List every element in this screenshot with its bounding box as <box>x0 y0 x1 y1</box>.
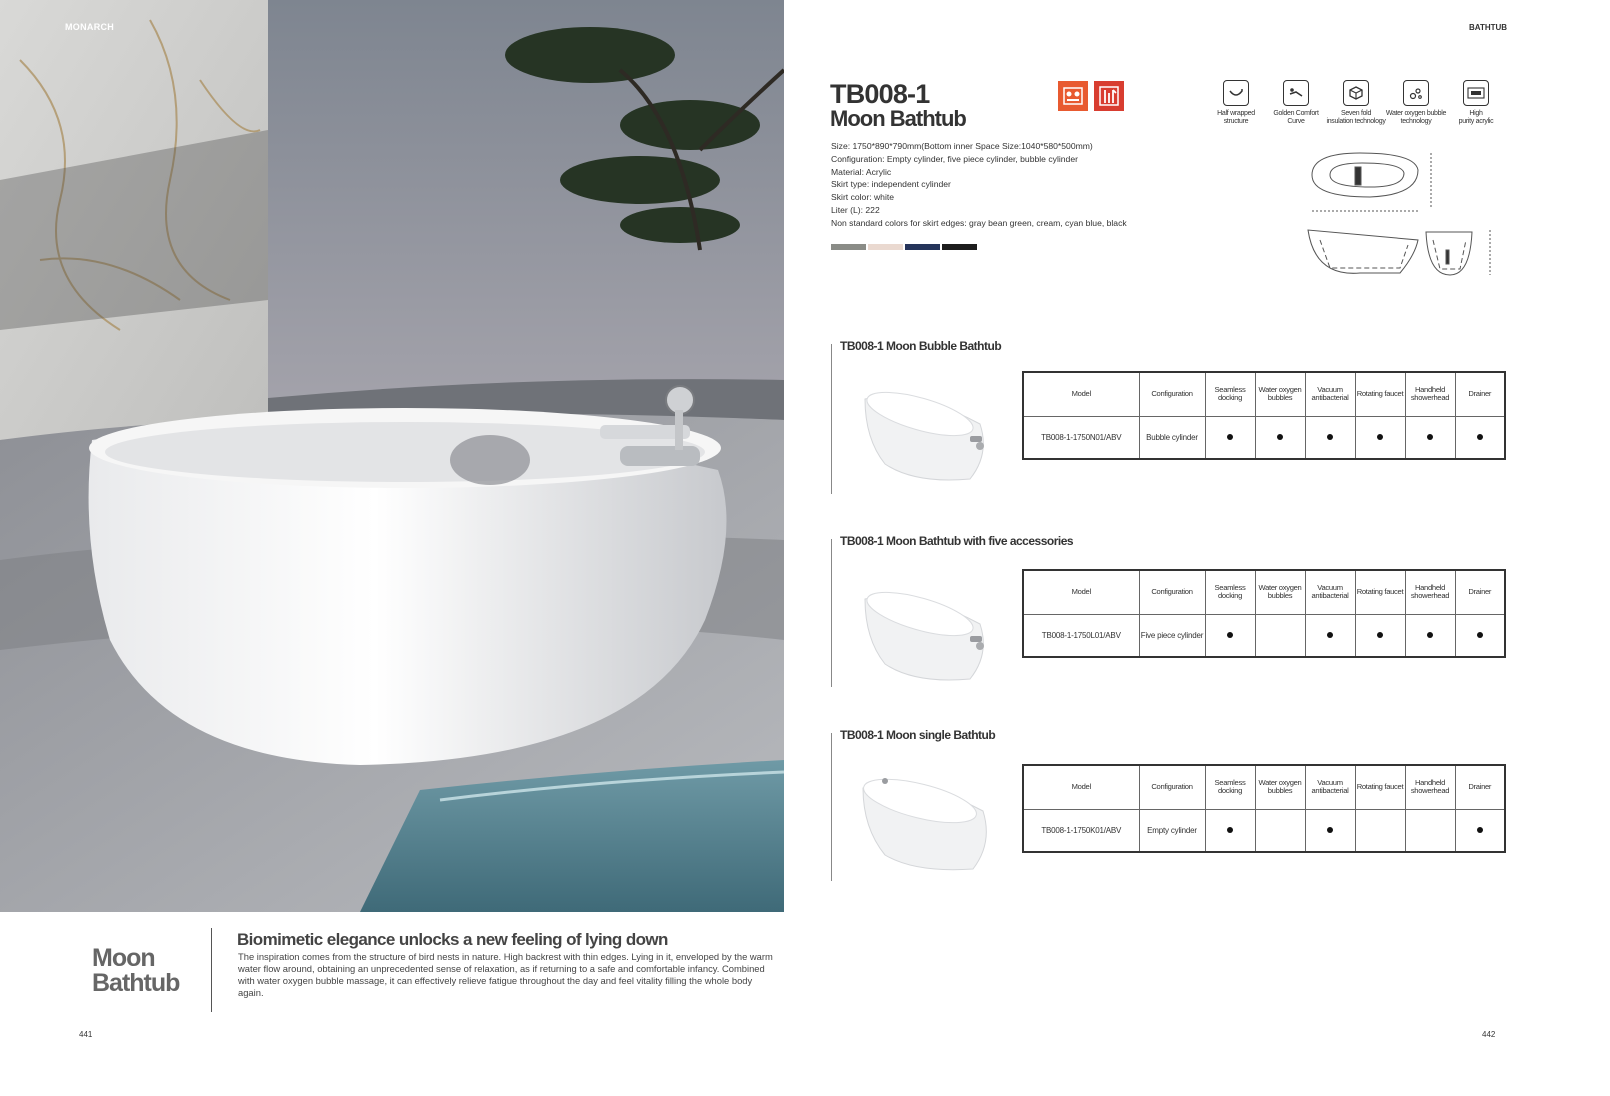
spec-line: Non standard colors for skirt edges: gray bean green, cream, cyan blue, black <box>831 217 1127 228</box>
header-configuration: Configuration <box>1139 570 1205 614</box>
header-feature: Vacuum antibacterial <box>1305 570 1355 614</box>
header-configuration: Configuration <box>1139 765 1205 809</box>
feature-cell <box>1405 809 1455 852</box>
table-row <box>1023 416 1505 459</box>
feature-label-line: technology <box>1400 118 1432 125</box>
feature-cell <box>1305 416 1355 459</box>
feature-cell <box>1455 809 1505 852</box>
half-wrapped-icon <box>1223 80 1249 106</box>
header-model: Model <box>1023 765 1139 809</box>
left-divider <box>211 928 212 1012</box>
feature-cell <box>1255 614 1305 657</box>
intro-text: The inspiration comes from the structure of bird nests in nature. High backrest with thin edges. Lying in it, enveloped by the warm water flow around, obtaining an unprecedented sense of relaxation, as if returning to a safe and comfortable infancy. Combined with water oxygen bubble massage, it can effectively relieve fatigue throughout the day and feel vitality filling the whole body again. <box>238 951 773 998</box>
table-row <box>1023 614 1505 657</box>
spec-line: Material: Acrylic <box>831 166 892 177</box>
spec-line: Skirt type: independent cylinder <box>831 179 951 190</box>
variant-section <box>831 339 1511 494</box>
feature-label-line: purity acrylic <box>1458 118 1494 125</box>
feature-cell <box>1255 416 1305 459</box>
tagline: Biomimetic elegance unlocks a new feeling of lying down <box>237 930 668 949</box>
header-feature: Seamless docking <box>1205 372 1255 416</box>
feature-cell <box>1455 614 1505 657</box>
brand-name: MONARCH <box>65 22 115 32</box>
model-cell: TB008-1-1750L01/ABV <box>1023 614 1139 657</box>
color-swatch <box>942 244 977 250</box>
spec-line: Liter (L): 222 <box>831 204 880 215</box>
feature-included-dot <box>1477 434 1483 440</box>
bubble-icon <box>1403 80 1429 106</box>
side-view-drawing <box>1308 230 1490 275</box>
feature-label-line: insulation technology <box>1326 118 1386 125</box>
header-feature: Handheld showerhead <box>1405 570 1455 614</box>
feature-included-dot <box>1227 434 1233 440</box>
left-title-line-1: Moon <box>92 944 155 972</box>
insulation-icon <box>1343 80 1369 106</box>
page-number-right: 442 <box>1482 1030 1496 1039</box>
feature-label-line: High <box>1469 110 1483 117</box>
feature-cell <box>1355 809 1405 852</box>
comfort-curve-icon <box>1283 80 1309 106</box>
section-label: BATHTUB <box>1469 23 1508 32</box>
feature-label-line: structure <box>1223 118 1249 125</box>
feature-cell <box>1355 614 1405 657</box>
left-title-line-2: Bathtub <box>92 969 180 997</box>
feature-pmma <box>1446 80 1506 126</box>
certification-mark-icon <box>1094 81 1124 111</box>
spec-line: Configuration: Empty cylinder, five piece cylinder, bubble cylinder <box>831 153 1078 164</box>
header-model: Model <box>1023 570 1139 614</box>
feature-cell <box>1355 416 1405 459</box>
variant-title: TB008-1 Moon Bubble Bathtub <box>840 339 1002 353</box>
feature-included-dot <box>1477 632 1483 638</box>
feature-included-dot <box>1227 632 1233 638</box>
feature-comfort-curve <box>1266 80 1326 126</box>
header-feature: Handheld showerhead <box>1405 372 1455 416</box>
feature-icons <box>1206 80 1506 126</box>
feature-included-dot <box>1327 632 1333 638</box>
header-feature: Water oxygen bubbles <box>1255 570 1305 614</box>
product-name: Moon Bathtub <box>830 106 966 131</box>
feature-included-dot <box>1377 632 1383 638</box>
bubble-bathtub-image <box>855 384 995 484</box>
variant-title: TB008-1 Moon single Bathtub <box>840 728 996 742</box>
header-feature: Water oxygen bubbles <box>1255 765 1305 809</box>
feature-included-dot <box>1477 827 1483 833</box>
header-configuration: Configuration <box>1139 372 1205 416</box>
variant-title: TB008-1 Moon Bathtub with five accessories <box>840 534 1074 548</box>
variant-divider <box>831 539 832 687</box>
feature-cell <box>1255 809 1305 852</box>
feature-half-wrapped <box>1206 80 1266 126</box>
variant-divider <box>831 733 832 881</box>
five-accessories-bathtub-image <box>855 584 995 684</box>
table-row <box>1023 809 1505 852</box>
technical-drawings <box>1300 145 1500 285</box>
configuration-cell: Empty cylinder <box>1139 809 1205 852</box>
variant-section <box>831 728 1511 881</box>
feature-cell <box>1205 809 1255 852</box>
feature-included-dot <box>1427 632 1433 638</box>
configuration-cell: Five piece cylinder <box>1139 614 1205 657</box>
feature-label-line: Curve <box>1287 118 1305 125</box>
header-model: Model <box>1023 372 1139 416</box>
feature-included-dot <box>1327 434 1333 440</box>
header-feature: Water oxygen bubbles <box>1255 372 1305 416</box>
configuration-cell: Bubble cylinder <box>1139 416 1205 459</box>
header-feature: Rotating faucet <box>1355 372 1405 416</box>
header-feature: Rotating faucet <box>1355 570 1405 614</box>
page-number-left: 441 <box>79 1030 93 1039</box>
feature-cell <box>1205 416 1255 459</box>
top-view-drawing <box>1312 153 1431 211</box>
spec-line: Skirt color: white <box>831 192 895 203</box>
variant-section <box>831 534 1511 687</box>
single-bathtub-image <box>855 773 995 873</box>
feature-cell <box>1405 614 1455 657</box>
spec-list <box>831 140 1127 230</box>
feature-label-line: Seven fold <box>1340 110 1372 117</box>
spec-line: Size: 1750*890*790mm(Bottom inner Space Size:1040*580*500mm) <box>831 141 1093 151</box>
feature-label-line: Golden Comfort <box>1273 110 1319 117</box>
variant-spec-table <box>1022 569 1506 658</box>
feature-cell <box>1305 809 1355 852</box>
header-feature: Seamless docking <box>1205 570 1255 614</box>
variant-divider <box>831 344 832 494</box>
header-feature: Drainer <box>1455 765 1505 809</box>
color-swatch <box>868 244 903 250</box>
feature-cell <box>1305 614 1355 657</box>
left-title <box>92 946 179 996</box>
feature-included-dot <box>1277 434 1283 440</box>
feature-included-dot <box>1327 827 1333 833</box>
hero-photo <box>0 0 784 912</box>
header-feature: Drainer <box>1455 570 1505 614</box>
feature-label-line: Half wrapped <box>1217 110 1255 117</box>
header-feature: Drainer <box>1455 372 1505 416</box>
header-feature: Seamless docking <box>1205 765 1255 809</box>
header-feature: Vacuum antibacterial <box>1305 765 1355 809</box>
model-cell: TB008-1-1750N01/ABV <box>1023 416 1139 459</box>
header-feature: Rotating faucet <box>1355 765 1405 809</box>
feature-label-line: Water oxygen bubble <box>1385 110 1447 117</box>
header-feature: Handheld showerhead <box>1405 765 1455 809</box>
product-code: TB008-1 <box>830 79 930 109</box>
color-swatch <box>831 244 866 250</box>
feature-included-dot <box>1427 434 1433 440</box>
pmma-icon <box>1463 80 1489 106</box>
color-swatch <box>905 244 940 250</box>
header-feature: Vacuum antibacterial <box>1305 372 1355 416</box>
feature-cell <box>1455 416 1505 459</box>
feature-bubble <box>1386 80 1446 126</box>
feature-included-dot <box>1377 434 1383 440</box>
feature-cell <box>1205 614 1255 657</box>
color-swatches <box>831 244 977 250</box>
variant-spec-table <box>1022 371 1506 460</box>
feature-included-dot <box>1227 827 1233 833</box>
design-award-icon <box>1058 81 1088 111</box>
feature-cell <box>1405 416 1455 459</box>
model-cell: TB008-1-1750K01/ABV <box>1023 809 1139 852</box>
certification-badges <box>1058 81 1124 111</box>
feature-insulation <box>1326 80 1386 126</box>
variant-spec-table <box>1022 764 1506 853</box>
